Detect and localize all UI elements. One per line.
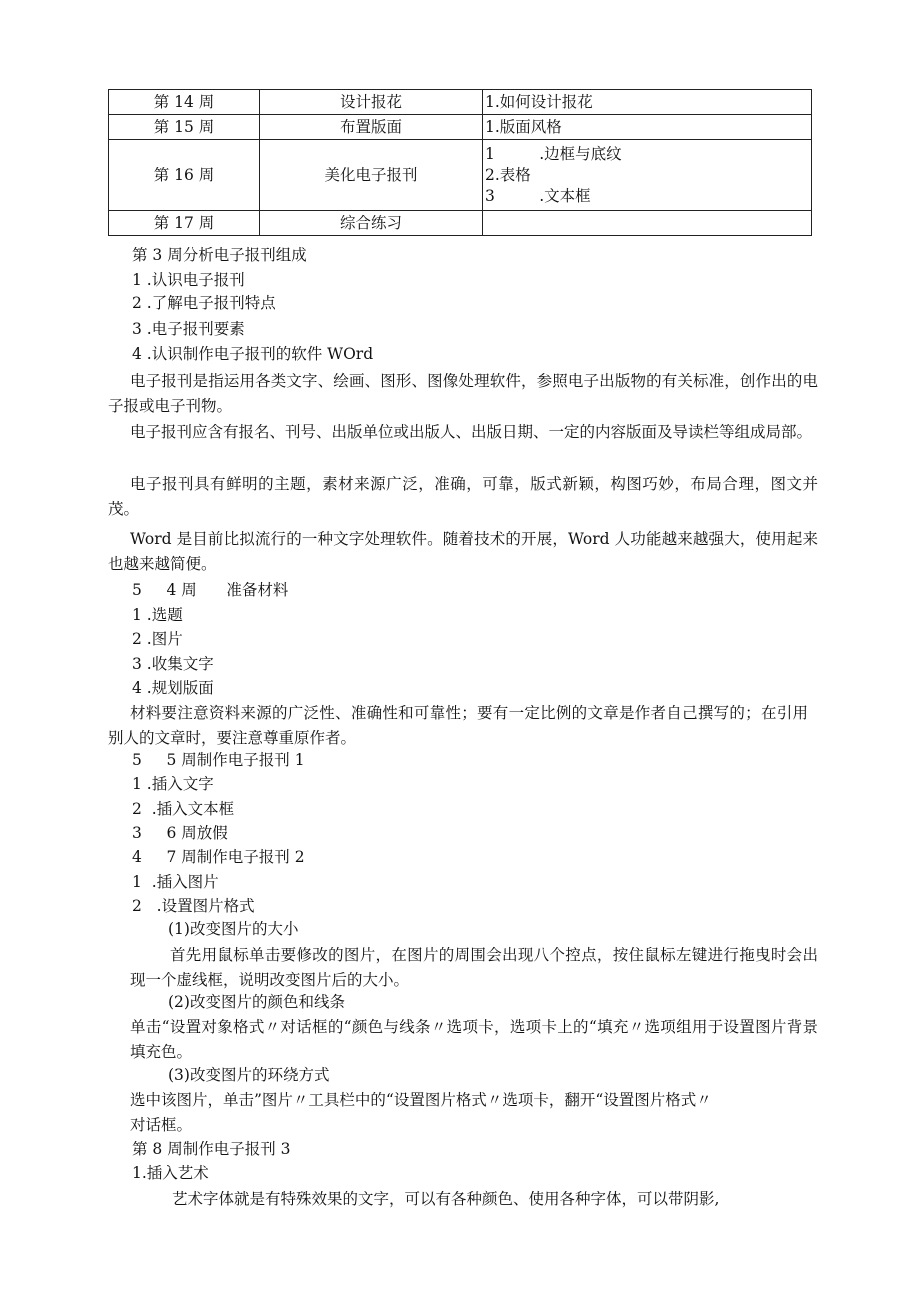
list-item: 4 7 周制作电子报刊 2 bbox=[132, 848, 305, 866]
content-item: 3 .文本框 bbox=[485, 186, 591, 205]
content-item: 1.版面风格 bbox=[485, 117, 562, 136]
content-item: 1.如何设计报花 bbox=[485, 92, 593, 111]
week-cell: 第 15 周 bbox=[109, 115, 260, 140]
schedule-table bbox=[108, 89, 812, 236]
content-cell bbox=[483, 115, 812, 140]
list-item: 2 .设置图片格式 bbox=[132, 897, 255, 915]
table-row bbox=[109, 90, 812, 115]
week8-heading: 第 8 周制作电子报刊 3 bbox=[132, 1140, 291, 1158]
paragraph-line: 艺术字体就是有特殊效果的文字，可以有各种颜色、使用各种字体，可以带阴影, bbox=[172, 1190, 720, 1208]
list-item: 1.插入艺术 bbox=[132, 1164, 209, 1182]
list-item: 3 6 周放假 bbox=[132, 824, 228, 842]
paragraph: Word 是目前比拟流行的一种文字处理软件。随着技术的开展，Word 人功能越来越强大，使用起来也越来越简便。 bbox=[108, 530, 818, 573]
list-item: 3 .电子报刊要素 bbox=[132, 320, 245, 338]
content-item: 2.表格 bbox=[485, 165, 531, 184]
paragraph: 单击“设置对象格式〃对话框的“颜色与线条〃选项卡，选项卡上的“填充〃选项组用于设置图片背景填充色。 bbox=[130, 1018, 818, 1061]
week-cell: 第 17 周 bbox=[109, 211, 260, 236]
list-item: 3 .收集文字 bbox=[132, 655, 214, 673]
list-item: 1 .认识电子报刊 bbox=[132, 271, 245, 289]
week5-heading: 5 5 周制作电子报刊 1 bbox=[132, 751, 305, 769]
week-cell: 第 14 周 bbox=[109, 90, 260, 115]
content-item: 1 .边框与底纹 bbox=[485, 144, 622, 163]
list-item: 4 .认识制作电子报刊的软件 WOrd bbox=[132, 345, 374, 363]
table-row bbox=[109, 115, 812, 140]
paragraph-line: 对话框。 bbox=[130, 1116, 193, 1134]
table-row bbox=[109, 211, 812, 236]
content-cell bbox=[483, 90, 812, 115]
paragraph: 材料要注意资料来源的广泛性、准确性和可靠性；要有一定比例的文章是作者自己撰写的；在引用别人的文章时，要注意尊重原作者。 bbox=[108, 704, 808, 747]
content-cell bbox=[483, 140, 812, 211]
week3-heading: 第 3 周分析电子报刊组成 bbox=[132, 246, 307, 264]
list-item: 2 .图片 bbox=[132, 630, 183, 648]
topic-cell: 美化电子报刊 bbox=[260, 140, 483, 211]
table-row bbox=[109, 140, 812, 211]
topic-cell: 布置版面 bbox=[260, 115, 483, 140]
content-cell bbox=[483, 211, 812, 236]
week4-heading: 5 4 周 准备材料 bbox=[132, 581, 289, 599]
list-item: 1 .插入图片 bbox=[132, 873, 219, 891]
week-cell: 第 16 周 bbox=[109, 140, 260, 211]
paragraph: 电子报刊具有鲜明的主题，素材来源广泛，准确，可靠，版式新颖，构图巧妙，布局合理，图文并茂。 bbox=[108, 475, 818, 518]
list-item: 4 .规划版面 bbox=[132, 679, 214, 697]
paragraph-line: 选中该图片，单击”图片〃工具栏中的“设置图片格式〃选项卡，翻开“设置图片格式〃 bbox=[130, 1091, 712, 1109]
subsection-title: (2)改变图片的颜色和线条 bbox=[168, 993, 345, 1011]
paragraph: 首先用鼠标单击要修改的图片，在图片的周围会出现八个控点，按住鼠标左键进行拖曳时会出现一个虚线框，说明改变图片后的大小。 bbox=[130, 946, 818, 989]
list-item: 2 .插入文本框 bbox=[132, 800, 235, 818]
topic-cell: 综合练习 bbox=[260, 211, 483, 236]
paragraph: 电子报刊是指运用各类文字、绘画、图形、图像处理软件，参照电子出版物的有关标准，创作出的电子报或电子刊物。 bbox=[108, 372, 818, 415]
subsection-title: (1)改变图片的大小 bbox=[168, 920, 299, 938]
subsection-title: (3)改变图片的环绕方式 bbox=[168, 1066, 330, 1084]
paragraph: 电子报刊应含有报名、刊号、出版单位或出版人、出版日期、一定的内容版面及导读栏等组成局部。 bbox=[130, 423, 813, 441]
list-item: 2 .了解电子报刊特点 bbox=[132, 294, 276, 312]
list-item: 1 .插入文字 bbox=[132, 775, 214, 793]
topic-cell: 设计报花 bbox=[260, 90, 483, 115]
list-item: 1 .选题 bbox=[132, 606, 183, 624]
